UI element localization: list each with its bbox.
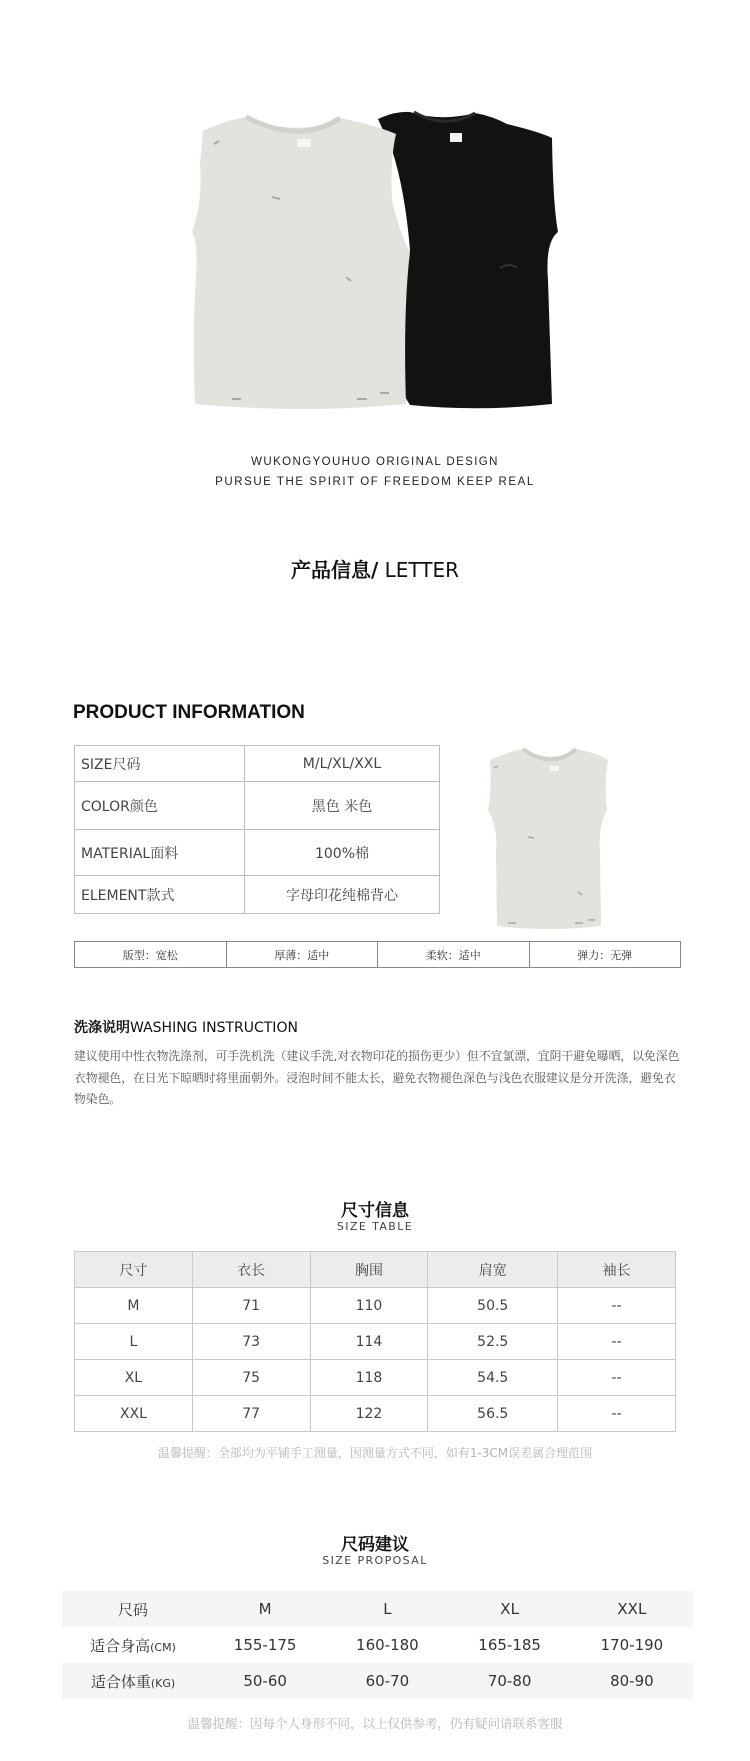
beige-tank-top-thumbnail — [480, 742, 620, 932]
brand-tagline-line2: PURSUE THE SPIRIT OF FREEDOM KEEP REAL — [215, 476, 535, 488]
column-header: 衣长 — [192, 1252, 310, 1288]
column-header: 袖长 — [558, 1252, 676, 1288]
table-header-row — [75, 1252, 676, 1288]
table-cell: 50.5 — [428, 1288, 558, 1324]
table-row — [75, 782, 440, 830]
column-header: 胸围 — [310, 1252, 428, 1288]
attribute-cell: 厚薄：适中 — [226, 942, 378, 968]
info-key: MATERIAL面料 — [75, 830, 245, 876]
table-cell: -- — [558, 1396, 676, 1432]
attribute-cell: 柔软：适中 — [378, 942, 530, 968]
table-cell: 122 — [310, 1396, 428, 1432]
height-label: 适合身高 — [90, 1636, 151, 1655]
attribute-cell: 弹力：无弹 — [529, 942, 681, 968]
table-cell: XL — [75, 1360, 193, 1396]
table-row — [75, 1324, 676, 1360]
size-table-title: 尺寸信息 — [341, 1201, 409, 1221]
size-proposal-note: 温馨提醒：因每个人身形不同，以上仅供参考，仍有疑问请联系客服 — [187, 1716, 563, 1731]
product-info-table — [74, 745, 440, 914]
size-proposal-title: 尺码建议 — [341, 1535, 409, 1555]
info-value: 黑色 米色 — [245, 782, 440, 830]
table-row — [75, 876, 440, 914]
height-unit: (CM) — [150, 1640, 176, 1654]
info-key: COLOR颜色 — [75, 782, 245, 830]
column-header: 尺寸 — [75, 1252, 193, 1288]
info-key: ELEMENT款式 — [75, 876, 245, 914]
table-cell: -- — [558, 1324, 676, 1360]
table-row — [75, 942, 681, 968]
table-header-row — [62, 1591, 693, 1627]
table-cell: 160-180 — [356, 1636, 419, 1654]
size-proposal-subtitle: SIZE PROPOSAL — [322, 1554, 428, 1567]
table-row — [75, 1360, 676, 1396]
table-cell: 155-175 — [233, 1636, 297, 1654]
table-cell: 118 — [310, 1360, 428, 1396]
washing-title — [74, 1017, 298, 1037]
product-thumbnail — [480, 742, 620, 932]
product-information-title: PRODUCT INFORMATION — [73, 702, 305, 723]
table-cell: 73 — [192, 1324, 310, 1360]
table-row — [75, 830, 440, 876]
table-row — [62, 1663, 693, 1699]
column-header: XXL — [571, 1591, 693, 1627]
size-proposal-table — [62, 1591, 693, 1699]
table-cell: L — [75, 1324, 193, 1360]
table-cell: 170-190 — [600, 1636, 664, 1654]
letter-heading-en: LETTER — [378, 558, 460, 582]
table-row — [75, 1396, 676, 1432]
column-header: XL — [449, 1591, 571, 1627]
row-label: 尺码 — [62, 1591, 204, 1627]
weight-label: 适合体重 — [90, 1672, 151, 1691]
size-table-note: 温馨提醒：全部均为平铺手工测量，因测量方式不同，如有1-3CM误差属合理范围 — [157, 1446, 593, 1460]
info-key: SIZE尺码 — [75, 746, 245, 782]
hero-tank-tops-illustration — [0, 0, 750, 440]
letter-heading — [0, 554, 750, 583]
washing-title-cn: 洗涤说明 — [74, 1020, 130, 1036]
product-attributes-table — [74, 941, 681, 968]
table-cell: 80-90 — [571, 1663, 693, 1699]
info-value: M/L/XL/XXL — [245, 746, 440, 782]
table-cell: 70-80 — [449, 1663, 571, 1699]
table-cell: 114 — [310, 1324, 428, 1360]
column-header: M — [204, 1591, 326, 1627]
info-value: 字母印花纯棉背心 — [245, 876, 440, 914]
table-cell: 71 — [192, 1288, 310, 1324]
washing-title-en: WASHING INSTRUCTION — [130, 1020, 298, 1036]
letter-heading-cn: 产品信息/ — [290, 558, 379, 582]
column-header: 肩宽 — [428, 1252, 558, 1288]
table-row — [62, 1627, 693, 1663]
table-cell: 56.5 — [428, 1396, 558, 1432]
washing-instructions: 建议使用中性衣物洗涤剂，可手洗机洗（建议手洗,对衣物印花的损伤更少）但不宜氯漂，宜阴干避免曝晒，以免深色衣物褪色，在日光下晾晒时将里面朝外。浸泡时间不能太长，避免衣物褪色深色与浅色衣服建议是分开洗涤，避免衣物染色。 — [74, 1049, 680, 1106]
row-label — [62, 1627, 204, 1663]
table-cell: 110 — [310, 1288, 428, 1324]
table-cell: 54.5 — [428, 1360, 558, 1396]
table-cell: 77 — [192, 1396, 310, 1432]
brand-tagline-line1: WUKONGYOUHUO ORIGINAL DESIGN — [251, 456, 499, 468]
size-table-subtitle: SIZE TABLE — [336, 1220, 414, 1233]
table-cell: M — [75, 1288, 193, 1324]
hero-product-image — [0, 0, 750, 440]
table-cell: 60-70 — [326, 1663, 448, 1699]
column-header: L — [326, 1591, 448, 1627]
attribute-cell: 版型：宽松 — [75, 942, 227, 968]
table-cell: 52.5 — [428, 1324, 558, 1360]
table-row — [75, 746, 440, 782]
beige-tank-top — [192, 117, 410, 409]
table-cell: 75 — [192, 1360, 310, 1396]
table-cell: 50-60 — [204, 1663, 326, 1699]
table-cell: -- — [558, 1288, 676, 1324]
size-table — [74, 1251, 676, 1432]
weight-unit: (KG) — [150, 1676, 176, 1690]
table-cell: XXL — [75, 1396, 193, 1432]
table-row — [75, 1288, 676, 1324]
row-label — [62, 1663, 204, 1699]
table-cell: 165-185 — [478, 1636, 541, 1654]
info-value: 100%棉 — [245, 830, 440, 876]
table-cell: -- — [558, 1360, 676, 1396]
